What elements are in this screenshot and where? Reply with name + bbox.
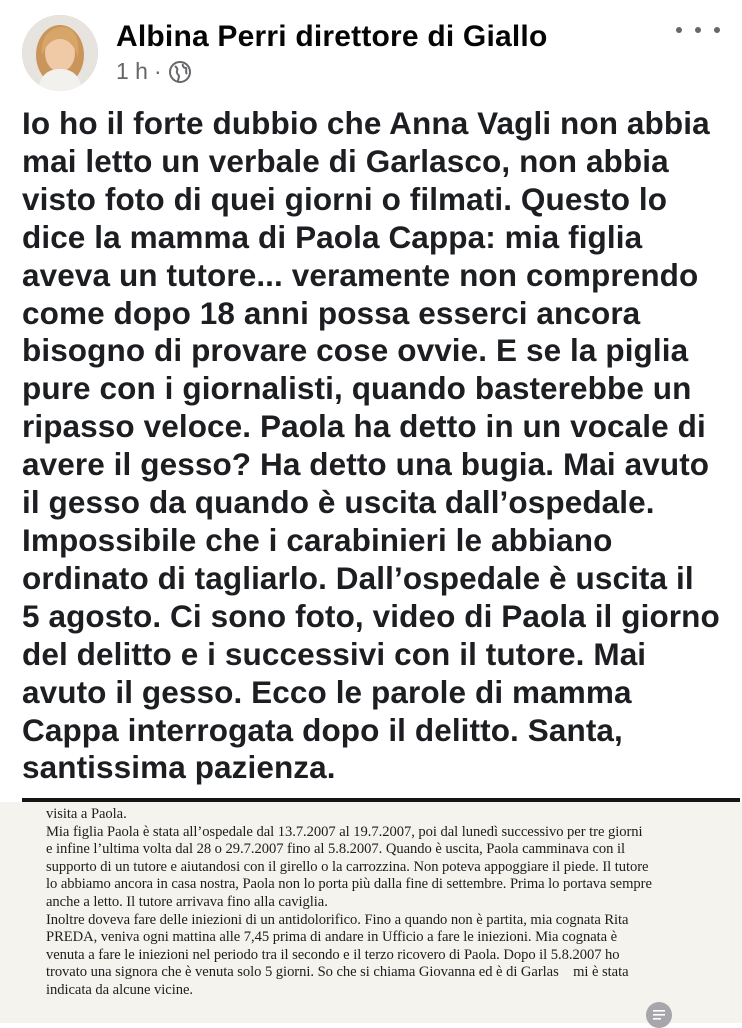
globe-icon xyxy=(168,60,192,84)
more-dot xyxy=(714,27,720,33)
post-author-name[interactable]: Albina Perri direttore di Giallo xyxy=(116,20,548,53)
more-options-icon[interactable] xyxy=(676,16,720,44)
meta-separator: · xyxy=(153,58,162,84)
text-recognition-icon[interactable] xyxy=(646,1002,672,1028)
avatar-photo xyxy=(22,15,98,91)
more-dot xyxy=(676,27,682,33)
document-text: visita a Paola. Mia figlia Paola è stata all’ospedale dal 13.7.2007 al 19.7.2007, poi dal lunedì successivo per tre giorni e infine l’ultima volta dal 28 o 29.7.2007 fino al 5.8.2007. Quando è uscita, Paola camminava con il supporto di un tutore e aiutandosi con il girello o la carrozzina. Non poteva appoggiare il piede. Il tutore lo abbiamo ancora in casa nostra, Paola non lo porta più dalla fine di settembre. Prima lo portava sempre anche a letto. Il tutore arrivava fino alla caviglia. Inoltre doveva fare delle iniezioni di un antidolorifico. Fino a quando non è partita, mia cognata Rita PREDA, veniva ogni mattina alle 7,45 prima di andare in Ufficio a fare le iniezioni. Mia cognata è venuta a fare le iniezioni nel periodo tra il secondo e il terzo ricovero di Paola. Dopo il 5.8.2007 ho trovato una signora che è venuta solo 5 giorni. So che si chiama Giovanna ed è di Garlas mi è stata indicata da alcune vicine. xyxy=(46,806,652,998)
text-lines-icon xyxy=(652,1008,666,1022)
post-body-text: Io ho il forte dubbio che Anna Vagli non abbia mai letto un verbale di Garlasco, non abbia visto foto di quei giorni o filmati. Questo lo dice la mamma di Paola Cappa: mia figlia aveva un tutore... veramente non comprendo come dopo 18 anni possa esserci ancora bisogno di provare cose ovvie. E se la piglia pure con i giornalisti, quando basterebbe un ripasso veloce. Paola ha detto in un vocale di avere il gesso? Ha detto una bugia. Mai avuto il gesso da quando è uscita dall’ospedale. Impossibile che i carabinieri le abbiano ordinato di tagliarlo. Dall’ospedale è uscita il 5 agosto. Ci sono foto, video di Paola il giorno del delitto e i successivi con il tutore. Mai avuto il gesso. Ecco le parole di mamma Cappa interrogata dopo il delitto. Santa, santissima pazienza. xyxy=(22,105,720,786)
post-timestamp[interactable]: 1 h xyxy=(116,58,148,84)
post-header xyxy=(0,0,742,100)
attached-document-image[interactable] xyxy=(0,802,742,1023)
avatar[interactable] xyxy=(22,15,98,91)
post-meta xyxy=(116,58,192,85)
more-dot xyxy=(695,27,701,33)
